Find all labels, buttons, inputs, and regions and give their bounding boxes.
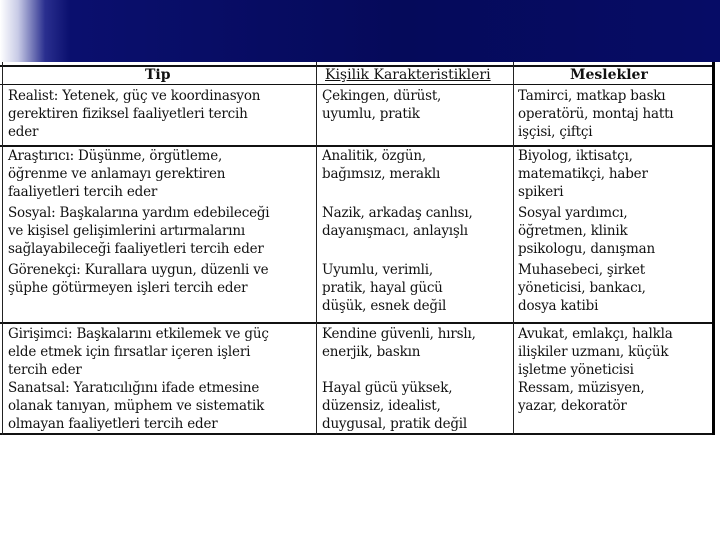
cell-line: Biyolog, iktisatçı, (518, 148, 633, 164)
cell-line: işçisi, çiftçi (518, 124, 593, 140)
cell-line: yöneticisi, bankacı, (518, 280, 646, 296)
cell-type (8, 87, 260, 141)
cell-line: Görenekçi: Kurallara uygun, düzenli ve (8, 262, 269, 278)
cell-line: Kendine güvenli, hırslı, (322, 326, 476, 342)
cell-line: dosya katibi (518, 298, 599, 314)
cell-type (8, 147, 225, 201)
column-rule (513, 62, 514, 435)
cell-jobs (518, 325, 673, 379)
cell-line: Çekingen, dürüst, (322, 88, 442, 104)
cell-type (8, 379, 264, 433)
cell-line: uyumlu, pratik (322, 106, 420, 122)
cell-line: Avukat, emlakçı, halkla (518, 326, 673, 342)
cell-type (8, 325, 269, 379)
cell-line: tercih eder (8, 362, 82, 378)
header-traits: Kişilik Karakteristikleri (325, 67, 491, 83)
cell-line: yazar, dekoratör (518, 398, 627, 414)
column-rule (316, 62, 317, 435)
cell-line: Muhasebeci, şirket (518, 262, 645, 278)
cell-line: Analitik, özgün, (322, 148, 426, 164)
cell-line: şüphe götürmeyen işleri tercih eder (8, 280, 248, 296)
cell-line: işletme yöneticisi (518, 362, 634, 378)
cell-line: olanak tanıyan, müphem ve sistematik (8, 398, 265, 414)
cell-line: eder (8, 124, 39, 140)
cell-line: öğrenme ve anlamayı gerektiren (8, 166, 226, 182)
cell-traits (322, 87, 441, 123)
cell-line: gerektiren fiziksel faaliyetleri tercih (8, 106, 248, 122)
cell-traits (322, 261, 446, 315)
cell-traits (322, 147, 440, 183)
cell-jobs (518, 379, 645, 415)
row-rule (0, 322, 712, 324)
cell-line: ilişkiler uzmanı, küçük (518, 344, 669, 360)
cell-line: Hayal gücü yüksek, (322, 380, 453, 396)
cell-jobs (518, 261, 646, 315)
cell-traits (322, 379, 467, 433)
cell-line: operatörü, montaj hattı (518, 106, 674, 122)
cell-line: bağımsız, meraklı (322, 166, 441, 182)
cell-line: öğretmen, klinik (518, 223, 628, 239)
cell-line: Realist: Yetenek, güç ve koordinasyon (8, 88, 261, 104)
cell-jobs (518, 204, 655, 258)
cell-line: spikeri (518, 184, 564, 200)
cell-type (8, 261, 268, 297)
cell-traits (322, 204, 473, 240)
cell-line: psikologu, danışman (518, 241, 655, 257)
cell-traits (322, 325, 476, 361)
header-jobs: Meslekler (570, 67, 648, 83)
cell-line: Uyumlu, verimli, (322, 262, 434, 278)
cell-line: ve kişisel gelişimlerini artırmalarını (8, 223, 245, 239)
cell-line: olmayan faaliyetleri tercih eder (8, 416, 218, 432)
cell-line: duygusal, pratik değil (322, 416, 468, 432)
cell-line: Sanatsal: Yaratıcılığını ifade etmesine (8, 380, 260, 396)
cell-line: enerjik, baskın (322, 344, 421, 360)
header-rule (0, 84, 712, 85)
header-type: Tip (145, 67, 171, 83)
cell-jobs (518, 87, 673, 141)
cell-line: Tamirci, matkap baskı (518, 88, 666, 104)
personality-table (0, 62, 715, 435)
cell-line: pratik, hayal gücü (322, 280, 443, 296)
cell-line: Sosyal yardımcı, (518, 205, 628, 221)
cell-line: Ressam, müzisyen, (518, 380, 645, 396)
cell-line: düşük, esnek değil (322, 298, 447, 314)
cell-line: dayanışmacı, anlayışlı (322, 223, 468, 239)
cell-line: sağlayabileceği faaliyetleri tercih eder (8, 241, 264, 257)
cell-line: faaliyetleri tercih eder (8, 184, 158, 200)
cell-line: Sosyal: Başkalarına yardım edebileceği (8, 205, 270, 221)
cell-line: Girişimci: Başkalarını etkilemek ve güç (8, 326, 269, 342)
cell-line: Nazik, arkadaş canlısı, (322, 205, 473, 221)
title-banner (0, 0, 720, 62)
table-bottom-rule (0, 433, 712, 435)
cell-line: Araştırıcı: Düşünme, örgütleme, (8, 148, 223, 164)
table-left-rule (2, 62, 3, 435)
cell-line: matematikçi, haber (518, 166, 648, 182)
cell-line: elde etmek için fırsatlar içeren işleri (8, 344, 251, 360)
cell-line: düzensiz, idealist, (322, 398, 441, 414)
cell-jobs (518, 147, 648, 201)
cell-type (8, 204, 269, 258)
